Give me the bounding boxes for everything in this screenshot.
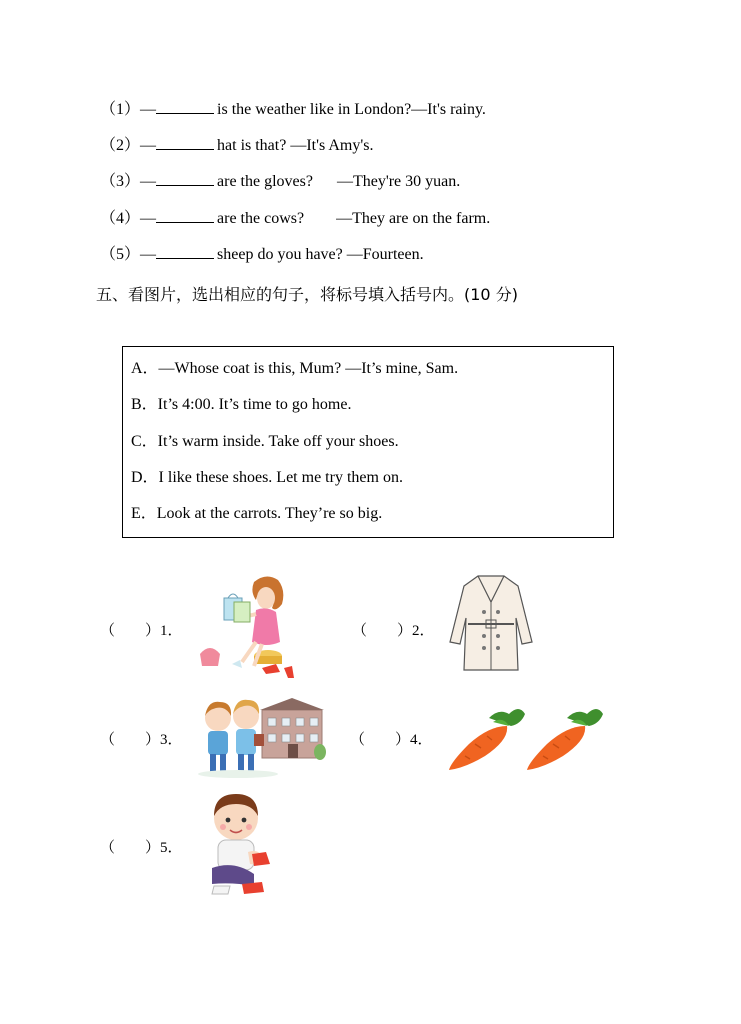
dash: — [140, 173, 157, 190]
dash: — [140, 137, 157, 154]
question-5 [100, 244, 424, 265]
question-4 [100, 208, 490, 229]
question-number: （1） [100, 101, 141, 118]
question-1 [100, 99, 486, 120]
answer-bracket-4[interactable]: （ ）4． [350, 732, 433, 748]
answer-blank[interactable] [156, 171, 214, 186]
question-text: hat is that? —It's Amy's. [217, 137, 374, 154]
option-e: E．Look at the carrots. They’re so big. [131, 505, 383, 522]
question-3 [100, 171, 460, 192]
question-text: sheep do you have? —Fourteen. [217, 246, 424, 263]
question-number: （5） [100, 246, 141, 263]
question-text: is the weather like in London?—It's rainy. [217, 101, 486, 118]
dash: — [140, 101, 157, 118]
answer-blank[interactable] [156, 244, 214, 259]
carrots-icon [445, 700, 605, 772]
answer-blank[interactable] [156, 208, 214, 223]
question-number: （3） [100, 173, 141, 190]
answer-blank[interactable] [156, 135, 214, 150]
option-a: A．—Whose coat is this, Mum? —It’s mine, Sam. [131, 360, 459, 377]
options-box [122, 346, 614, 538]
question-2 [100, 135, 373, 156]
question-number: （4） [100, 210, 141, 227]
section-heading: 五、看图片，选出相应的句子，将标号填入括号内。(10 分) [96, 285, 518, 304]
boy-shoes-icon [204, 790, 274, 898]
coat-icon [448, 572, 534, 672]
school-kids-icon [198, 694, 326, 780]
question-text: are the gloves? —They're 30 yuan. [217, 173, 461, 190]
shopping-girl-icon [196, 572, 308, 682]
dash: — [140, 246, 157, 263]
answer-bracket-5[interactable]: （ ）5． [100, 840, 183, 856]
answer-blank[interactable] [156, 99, 214, 114]
answer-bracket-2[interactable]: （ ）2． [352, 623, 435, 639]
question-number: （2） [100, 137, 141, 154]
option-c: C．It’s warm inside. Take off your shoes. [131, 433, 399, 450]
answer-bracket-3[interactable]: （ ）3． [100, 732, 183, 748]
option-d: D．I like these shoes. Let me try them on. [131, 469, 403, 486]
dash: — [140, 210, 157, 227]
answer-bracket-1[interactable]: （ ）1． [100, 623, 183, 639]
option-b: B．It’s 4:00. It’s time to go home. [131, 396, 352, 413]
question-text: are the cows? —They are on the farm. [217, 210, 491, 227]
